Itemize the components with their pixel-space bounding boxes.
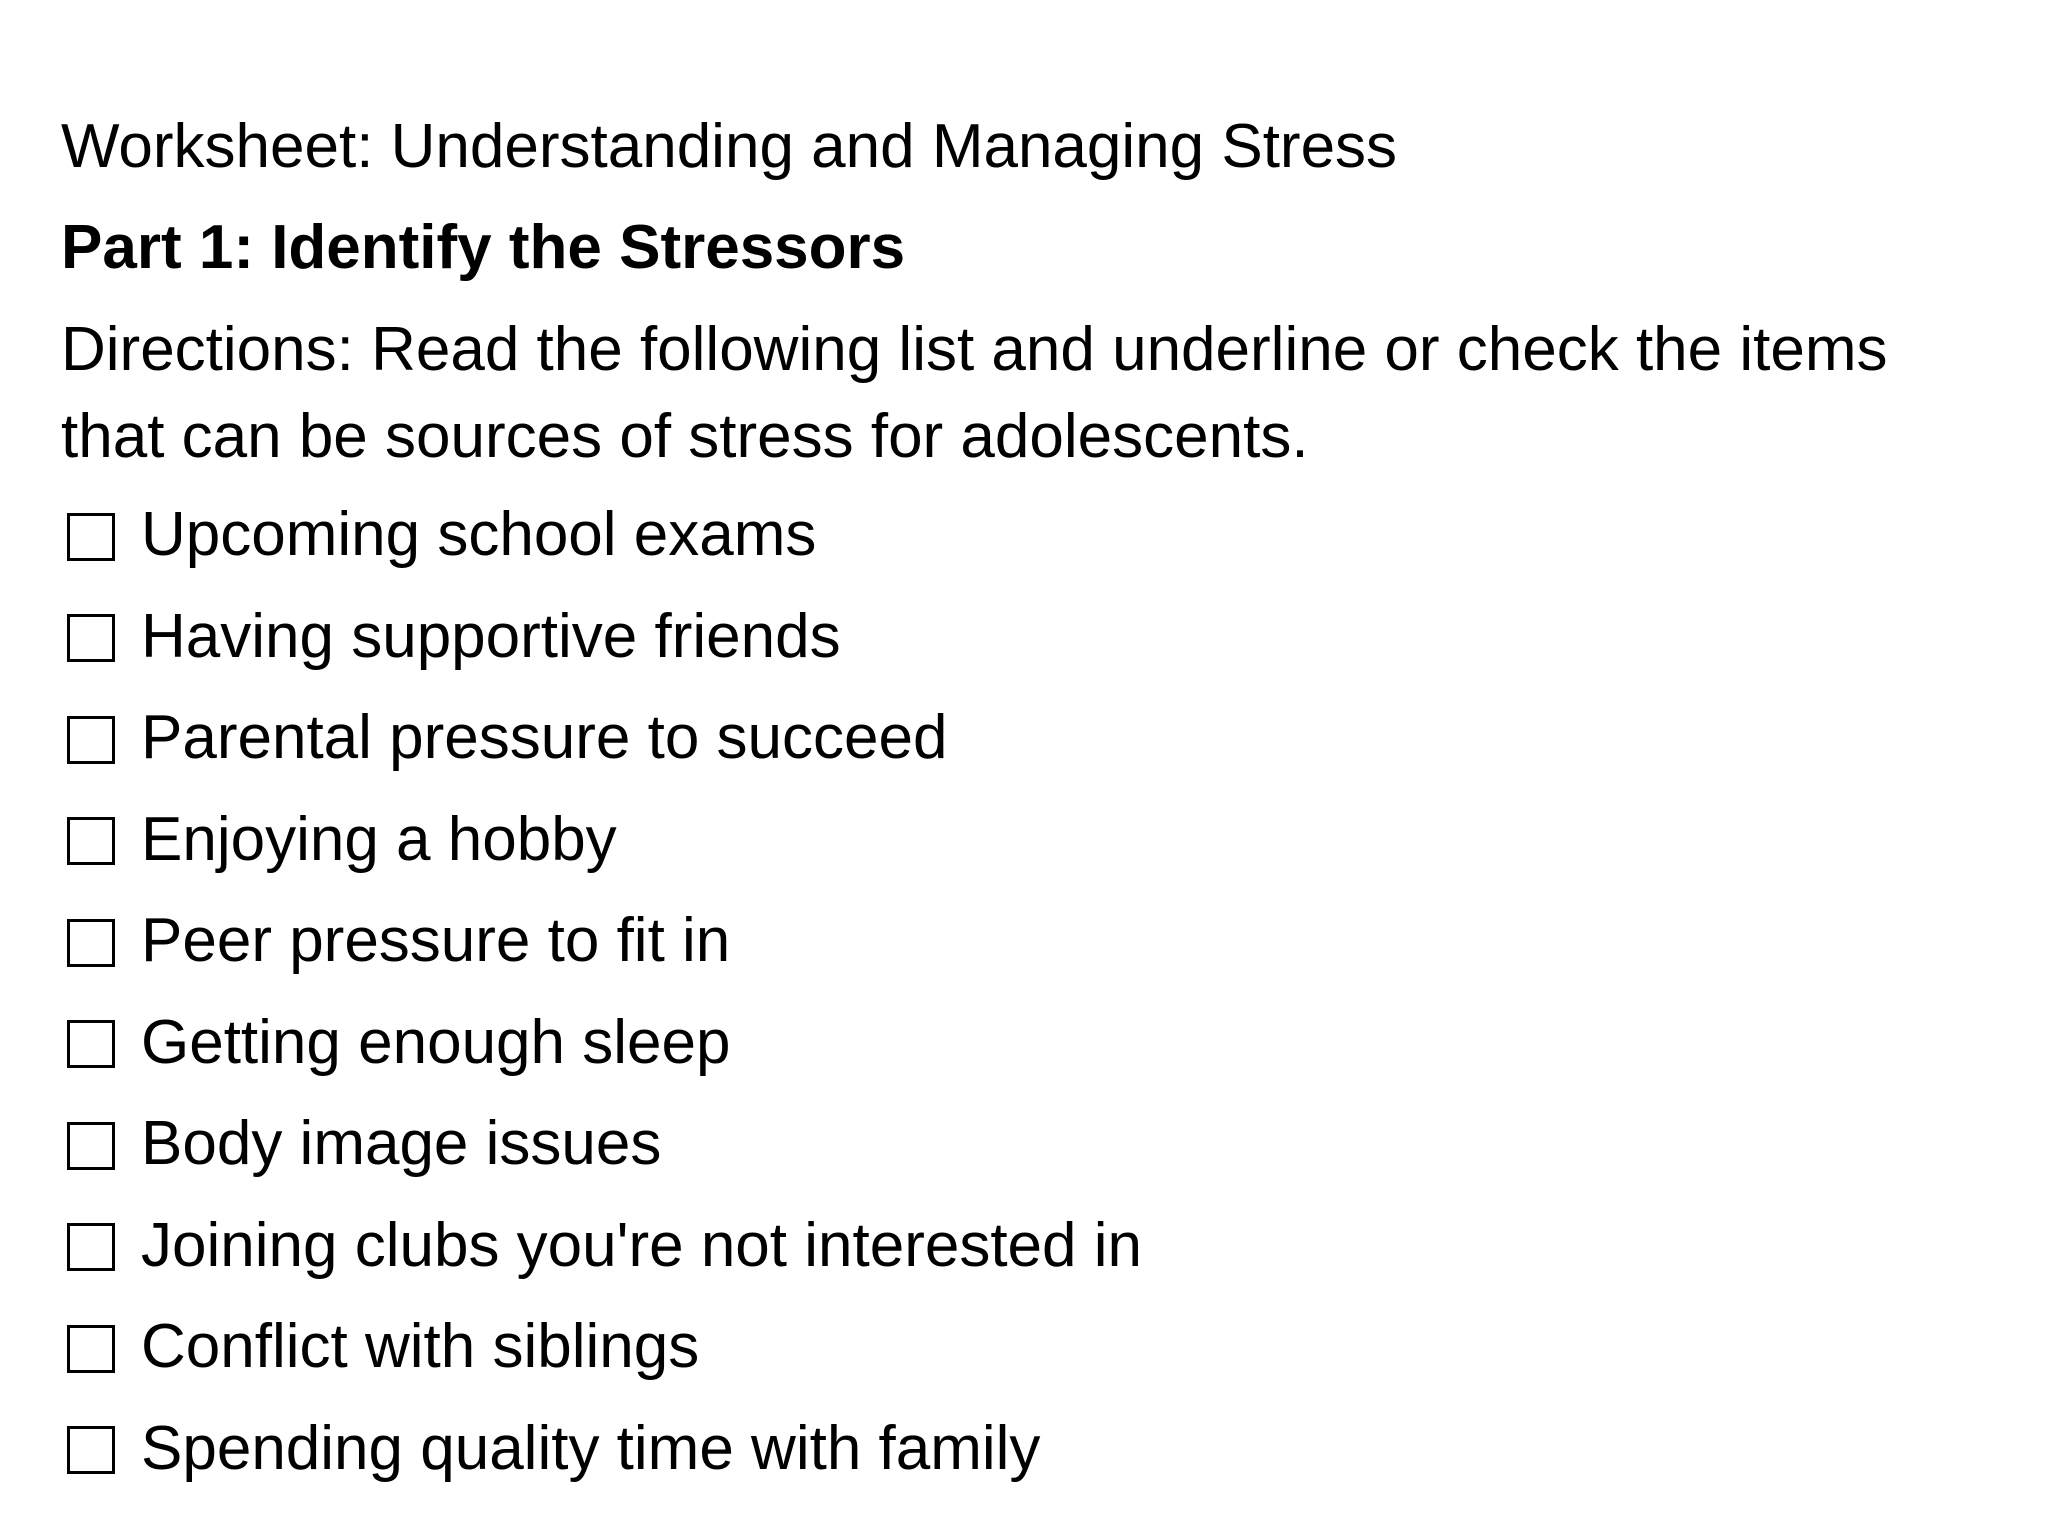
checklist-item[interactable] bbox=[61, 687, 2001, 789]
stressor-checklist bbox=[61, 484, 2001, 1499]
checklist-item[interactable] bbox=[61, 1296, 2001, 1398]
checklist-item-label: Enjoying a hobby bbox=[141, 804, 617, 874]
checklist-item-label: Parental pressure to succeed bbox=[141, 703, 948, 773]
checkbox-icon[interactable] bbox=[67, 817, 115, 865]
checklist-item[interactable] bbox=[61, 484, 2001, 586]
checklist-item-label: Having supportive friends bbox=[141, 601, 841, 671]
checkbox-icon[interactable] bbox=[67, 1122, 115, 1170]
checklist-item-label: Conflict with siblings bbox=[141, 1312, 700, 1382]
checklist-item[interactable] bbox=[61, 992, 2001, 1094]
checkbox-icon[interactable] bbox=[67, 1426, 115, 1474]
part-heading: Part 1: Identify the Stressors bbox=[61, 213, 906, 282]
checklist-item[interactable] bbox=[61, 890, 2001, 992]
checklist-item[interactable] bbox=[61, 586, 2001, 688]
checklist-item-label: Peer pressure to fit in bbox=[141, 906, 731, 976]
checklist-item-label: Spending quality time with family bbox=[141, 1413, 1041, 1483]
worksheet-title: Worksheet: Understanding and Managing Stress bbox=[61, 112, 1398, 181]
checklist-item-label: Upcoming school exams bbox=[141, 500, 817, 570]
checkbox-icon[interactable] bbox=[67, 1223, 115, 1271]
checkbox-icon[interactable] bbox=[67, 1020, 115, 1068]
directions-text: Directions: Read the following list and underline or check the items that can be sources of stress for adolescents. bbox=[61, 315, 1888, 471]
checklist-item[interactable] bbox=[61, 1093, 2001, 1195]
checkbox-icon[interactable] bbox=[67, 614, 115, 662]
checkbox-icon[interactable] bbox=[67, 1325, 115, 1373]
checklist-item[interactable] bbox=[61, 789, 2001, 891]
checklist-item-label: Getting enough sleep bbox=[141, 1007, 731, 1077]
checkbox-icon[interactable] bbox=[67, 919, 115, 967]
checklist-item-label: Joining clubs you're not interested in bbox=[141, 1210, 1142, 1280]
checkbox-icon[interactable] bbox=[67, 716, 115, 764]
checklist-item[interactable] bbox=[61, 1398, 2001, 1500]
checklist-item[interactable] bbox=[61, 1195, 2001, 1297]
checkbox-icon[interactable] bbox=[67, 513, 115, 561]
worksheet-page bbox=[61, 96, 2001, 1499]
checklist-item-label: Body image issues bbox=[141, 1109, 662, 1179]
